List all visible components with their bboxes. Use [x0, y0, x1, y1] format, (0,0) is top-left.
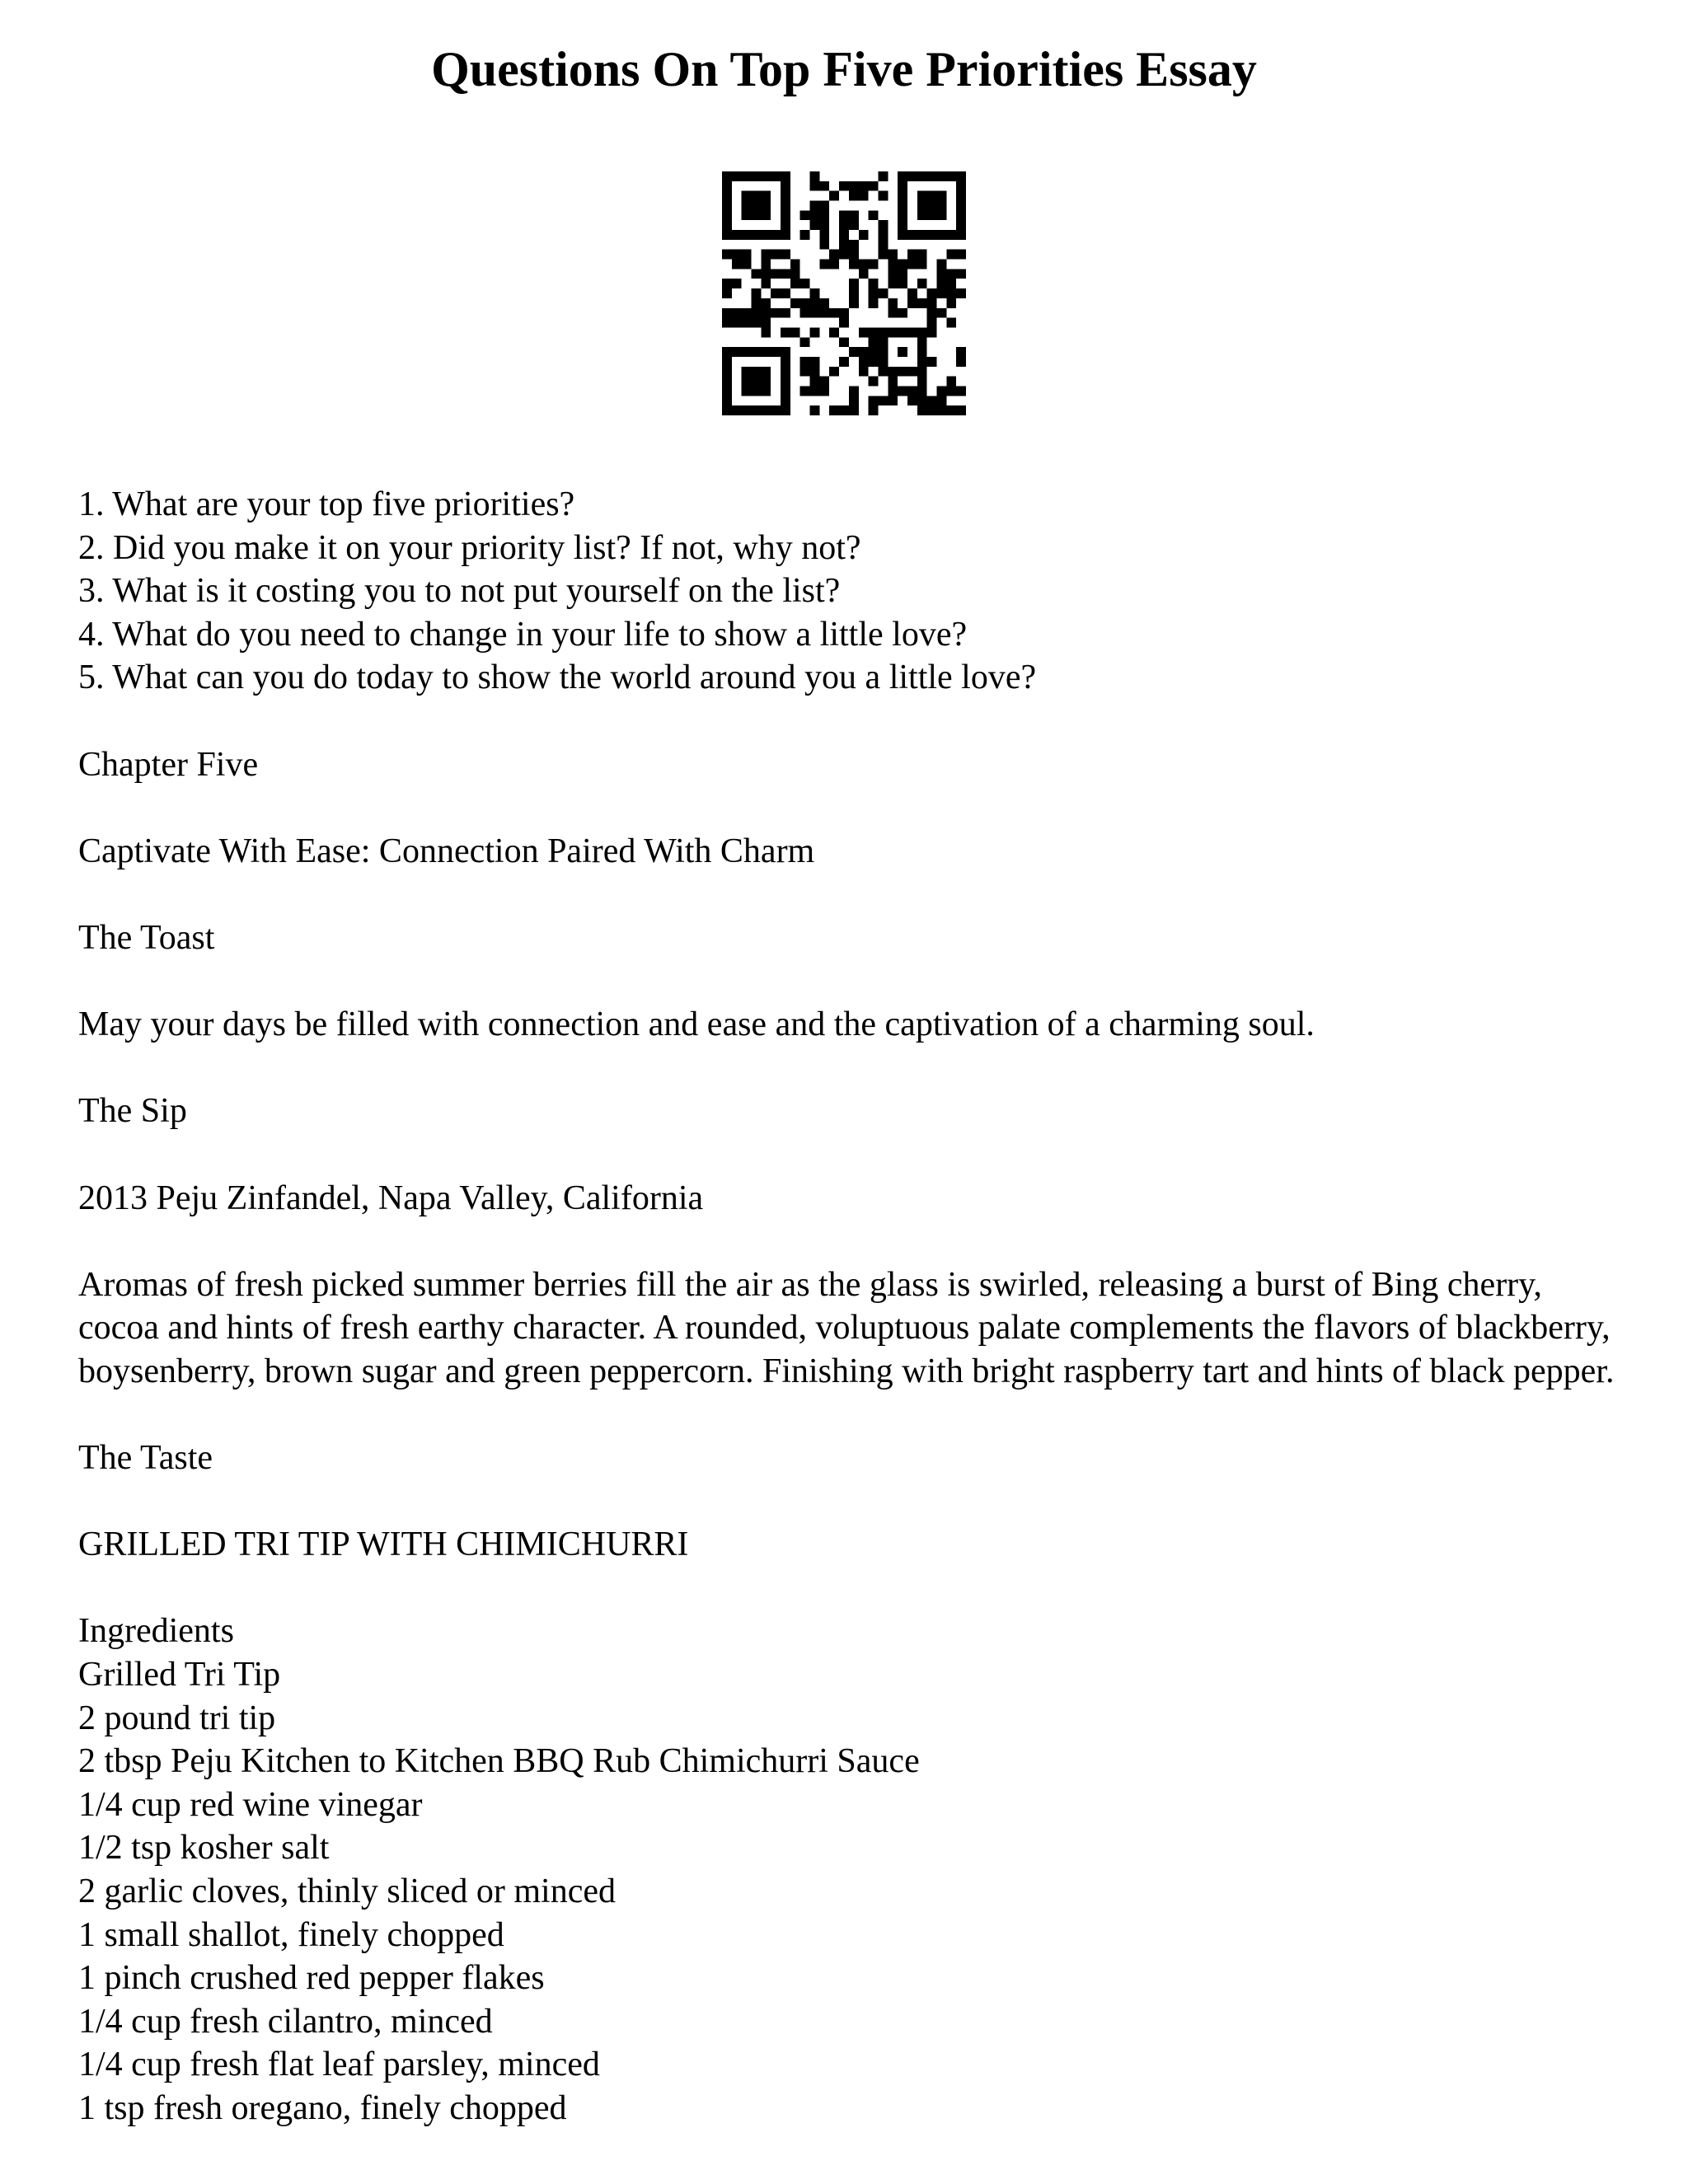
ingredient-item: 2 garlic cloves, thinly sliced or minced — [78, 1872, 616, 1910]
ingredient-item: 1/4 cup fresh cilantro, minced — [78, 2002, 493, 2041]
ingredient-item: 1 small shallot, finely chopped — [78, 1915, 504, 1954]
qr-code-icon — [722, 171, 966, 415]
document-body — [78, 483, 1628, 2130]
taste-heading: The Taste — [78, 1439, 213, 1478]
question-item: 3. What is it costing you to not put yourself on the list? — [78, 572, 841, 611]
questions-list — [78, 483, 1628, 700]
ingredient-item: 1 tsp fresh oregano, finely chopped — [78, 2088, 567, 2127]
ingredients-list — [78, 1610, 1628, 2130]
toast-heading: The Toast — [78, 918, 215, 957]
wine-name: 2013 Peju Zinfandel, Napa Valley, California — [78, 1179, 704, 1217]
question-item: 2. Did you make it on your priority list? If not, why not? — [78, 528, 861, 567]
page-title: Questions On Top Five Priorities Essay — [431, 42, 1257, 96]
ingredient-item: 1/4 cup red wine vinegar — [78, 1785, 423, 1824]
question-item: 1. What are your top five priorities? — [78, 485, 575, 523]
sip-heading: The Sip — [78, 1092, 187, 1131]
chapter-label: Chapter Five — [78, 745, 259, 784]
recipe-title: GRILLED TRI TIP WITH CHIMICHURRI — [78, 1526, 689, 1564]
chapter-title: Captivate With Ease: Connection Paired With Charm — [78, 832, 815, 870]
ingredient-item: 1/4 cup fresh flat leaf parsley, minced — [78, 2046, 600, 2084]
ingredient-item: 2 tbsp Peju Kitchen to Kitchen BBQ Rub Chimichurri Sauce — [78, 1742, 920, 1781]
ingredient-item: 2 pound tri tip — [78, 1699, 276, 1737]
wine-description: Aromas of fresh picked summer berries fill the air as the glass is swirled, releasing a burst of Bing cherry, cocoa and hints of fresh earthy character. A rounded, voluptuous palate complements the flavors of blackberry, boysenberry, brown sugar and green peppercorn. Finishing with bright raspberry tart and hints of black pepper. — [78, 1265, 1615, 1390]
question-item: 4. What do you need to change in your life to show a little love? — [78, 615, 968, 654]
ingredient-item: Ingredients — [78, 1612, 234, 1651]
question-item: 5. What can you do today to show the world around you a little love? — [78, 658, 1037, 697]
ingredient-item: 1 pinch crushed red pepper flakes — [78, 1959, 545, 1998]
toast-text: May your days be filled with connection and ease and the captivation of a charming soul. — [78, 1005, 1315, 1044]
ingredient-item: Grilled Tri Tip — [78, 1656, 281, 1694]
ingredient-item: 1/2 tsp kosher salt — [78, 1829, 330, 1868]
